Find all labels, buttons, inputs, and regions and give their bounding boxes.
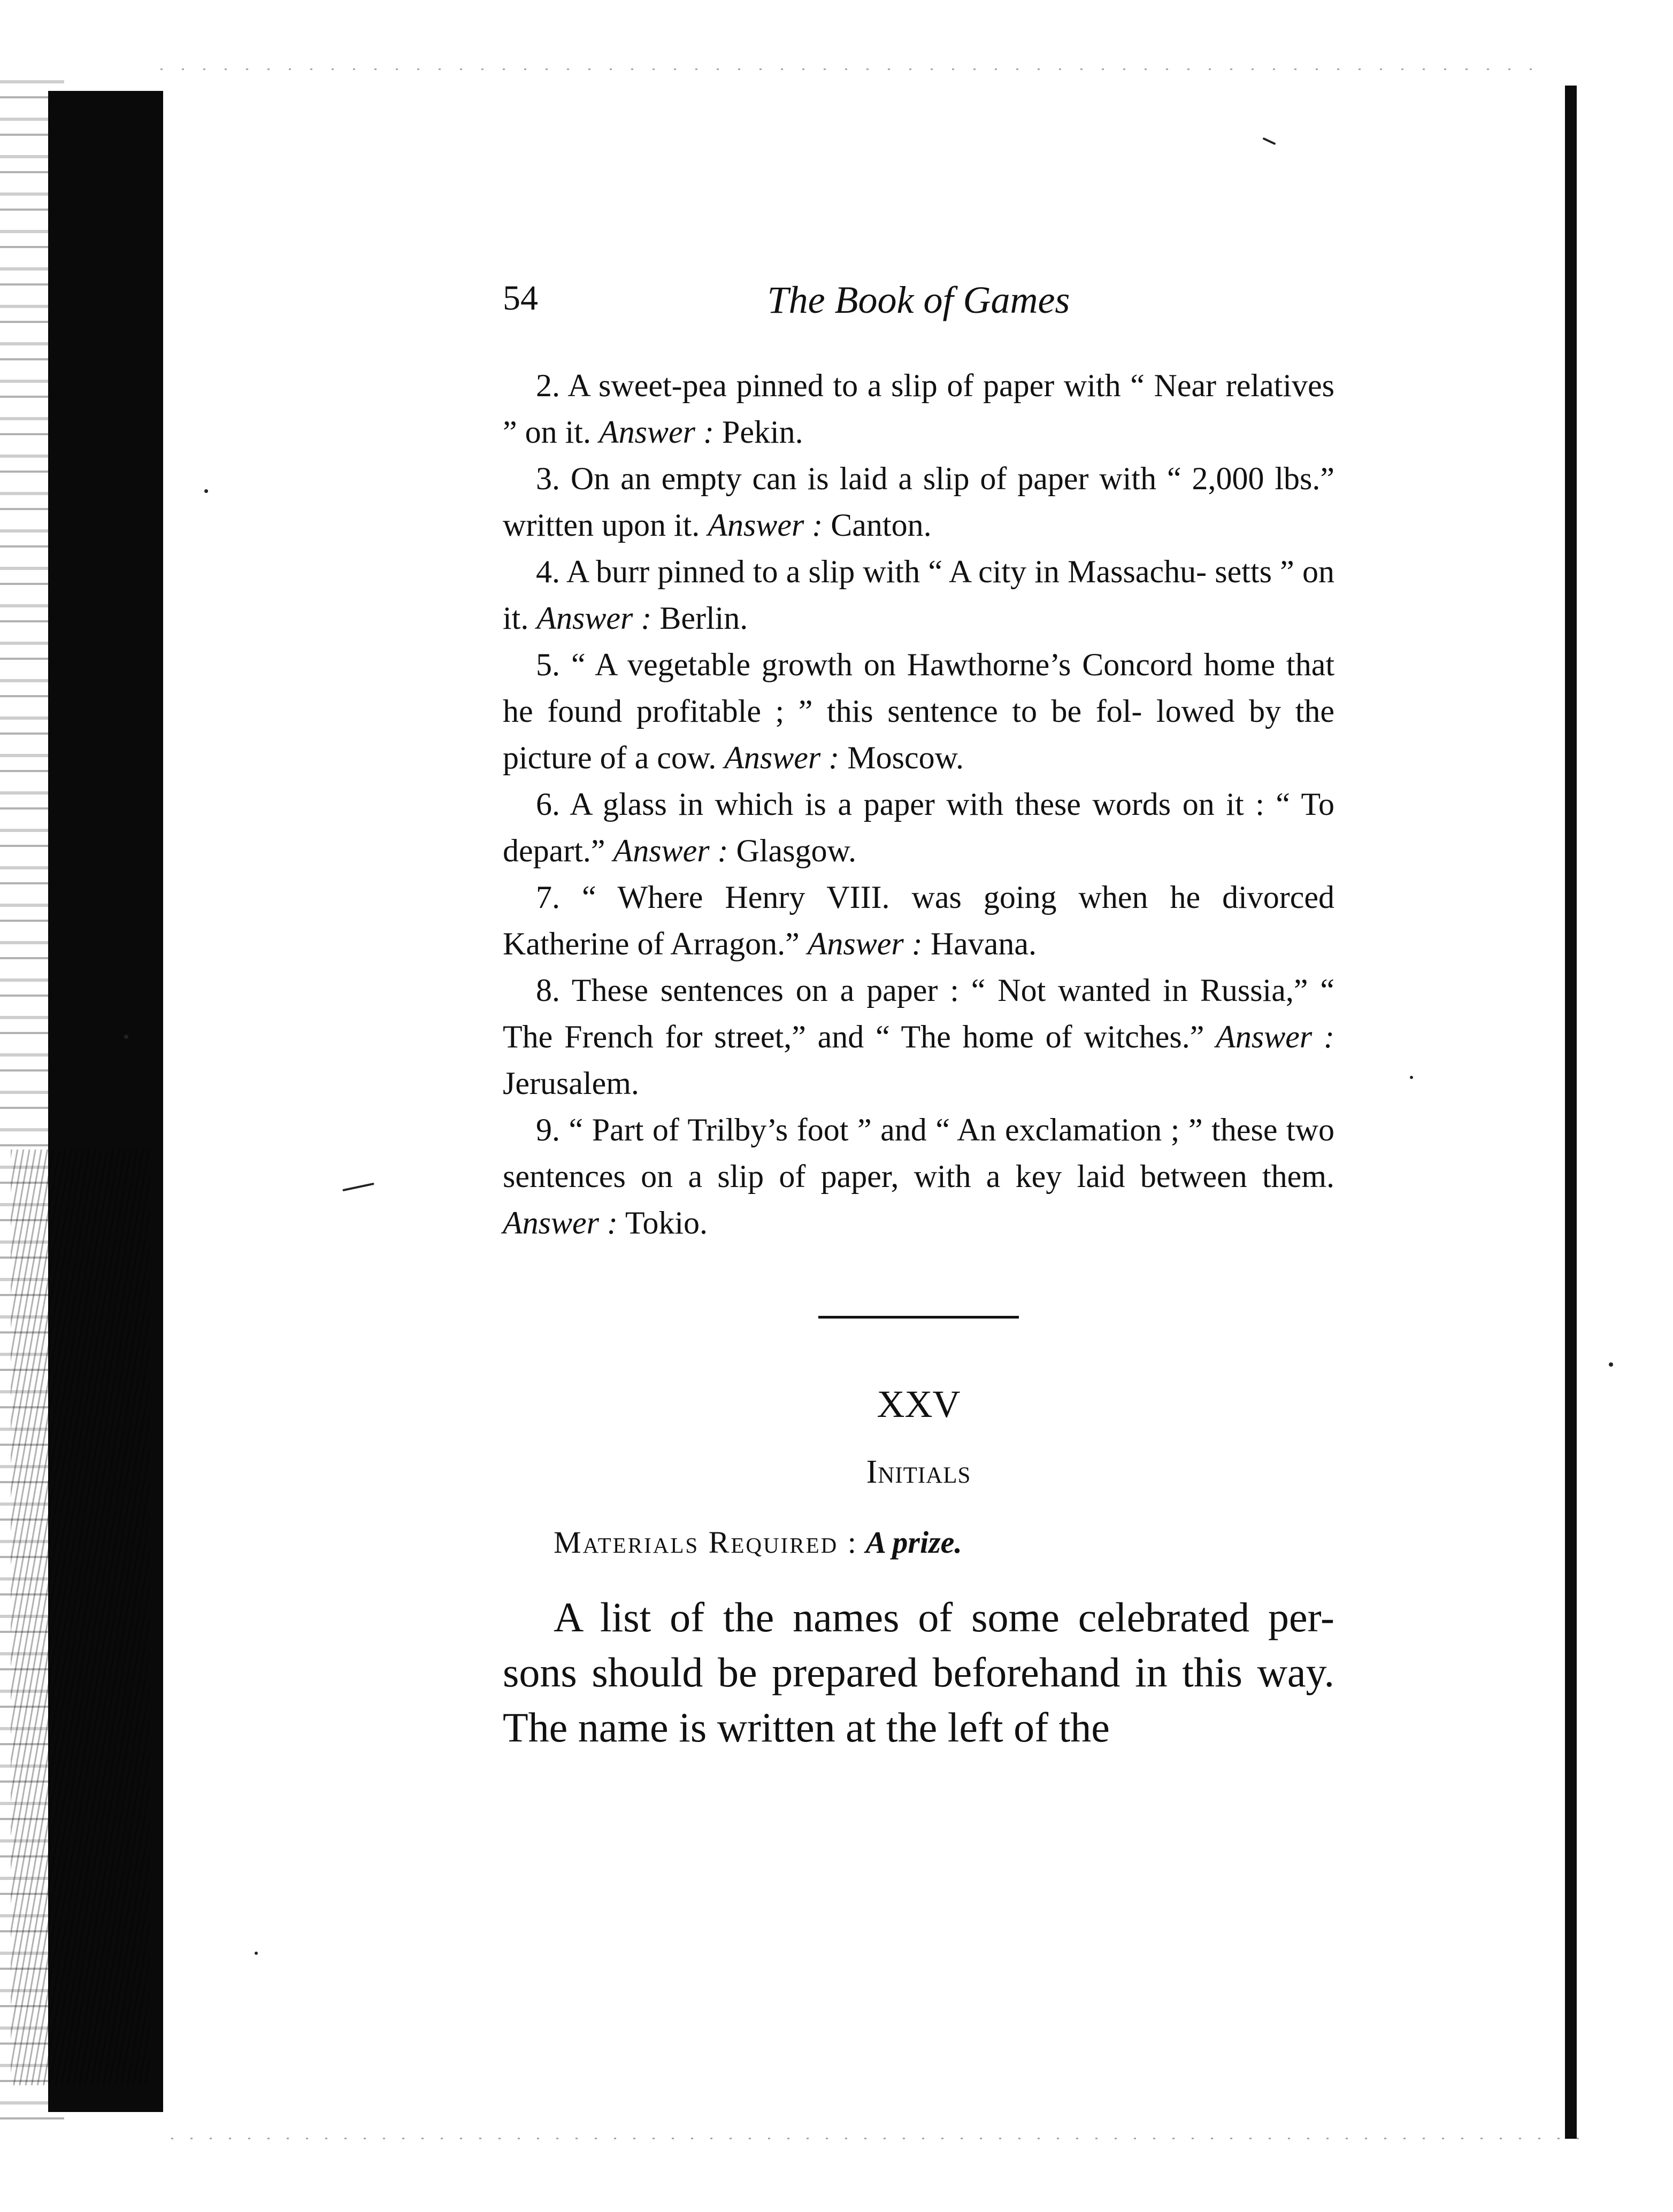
riddle-item xyxy=(503,363,1334,456)
riddle-number: 8. xyxy=(536,973,560,1008)
answer-value: Canton. xyxy=(831,507,932,543)
scan-right-edge xyxy=(1565,86,1577,2139)
riddle-text: A sweet-pea pinned to a slip of paper with “ Near relatives ” on it. xyxy=(503,368,1334,450)
section-title: Initials xyxy=(866,1454,971,1490)
riddle-text: “ A vegetable growth on Hawthorne’s Concord home that he found profitable ; ” this sentence to be fol- lowed by the picture of a cow. xyxy=(503,647,1335,775)
riddle-item xyxy=(503,456,1334,549)
scan-speck xyxy=(204,489,208,493)
riddle-item xyxy=(503,967,1334,1107)
riddle-text: On an empty can is laid a slip of paper with “ 2,000 lbs.” written upon it. xyxy=(503,461,1335,543)
materials-value: A prize. xyxy=(865,1525,962,1560)
answer-label: Answer : xyxy=(613,833,728,868)
riddle-item xyxy=(503,549,1334,642)
scan-speck xyxy=(124,1035,128,1039)
materials-required xyxy=(503,1521,1334,1564)
riddle-number: 6. xyxy=(536,787,560,822)
answer-value: Tokio. xyxy=(625,1205,708,1240)
riddle-item xyxy=(503,642,1334,781)
page-number: 54 xyxy=(503,279,538,318)
section-divider xyxy=(818,1316,1019,1319)
scan-speck xyxy=(1262,137,1276,145)
riddle-item xyxy=(503,781,1334,874)
answer-label: Answer : xyxy=(708,507,823,543)
scan-top-edge xyxy=(160,68,1551,70)
answer-label: Answer : xyxy=(536,600,652,636)
answer-value: Glasgow. xyxy=(736,833,856,868)
riddle-item xyxy=(503,1107,1334,1246)
answer-label: Answer : xyxy=(598,414,714,450)
book-page xyxy=(503,278,1334,1797)
riddle-item xyxy=(503,874,1334,967)
section-number: XXV xyxy=(877,1383,961,1425)
riddle-text: These sentences on a paper : “ Not wanted in Russia,” “ The French for street,” and “ The home of witches.” xyxy=(503,973,1334,1054)
riddle-text: A glass in which is a paper with these words on it : “ To depart.” xyxy=(503,787,1334,868)
answer-value: Jerusalem. xyxy=(503,1066,639,1101)
riddle-number: 5. xyxy=(536,647,560,682)
materials-label: Materials Required : xyxy=(554,1525,858,1560)
scan-speck xyxy=(342,1183,374,1191)
answer-value: Pekin. xyxy=(722,414,803,450)
riddle-list xyxy=(503,363,1334,1246)
riddle-number: 4. xyxy=(536,554,560,589)
scan-speck xyxy=(1410,1076,1413,1079)
riddle-text: “ Part of Trilby’s foot ” and “ An exclamation ; ” these two sentences on a slip of paper, with a key laid between them. xyxy=(503,1112,1335,1194)
answer-value: Moscow. xyxy=(847,740,964,775)
answer-value: Havana. xyxy=(930,926,1037,961)
riddle-number: 3. xyxy=(536,461,560,496)
riddle-text: “ Where Henry VIII. was going when he divorced Katherine of Arragon.” xyxy=(503,880,1334,961)
body-paragraph: A list of the names of some celebrated per- sons should be prepared beforehand in this way. The name is written at the left of the xyxy=(503,1594,1334,1751)
scan-bottom-edge xyxy=(171,2138,1583,2139)
riddle-number: 9. xyxy=(536,1112,560,1147)
scan-speck xyxy=(1609,1362,1613,1367)
scan-speck xyxy=(255,1952,258,1955)
scan-binding-grain xyxy=(11,1150,150,2085)
riddle-number: 7. xyxy=(536,880,560,915)
riddle-text: A burr pinned to a slip with “ A city in Massachu- setts ” on it. xyxy=(503,554,1334,636)
running-head xyxy=(503,278,1334,337)
answer-label: Answer : xyxy=(807,926,923,961)
riddle-number: 2. xyxy=(536,368,560,403)
answer-label: Answer : xyxy=(503,1205,618,1240)
answer-label: Answer : xyxy=(1216,1019,1334,1054)
answer-label: Answer : xyxy=(724,740,840,775)
answer-value: Berlin. xyxy=(659,600,748,636)
running-title: The Book of Games xyxy=(767,279,1070,321)
